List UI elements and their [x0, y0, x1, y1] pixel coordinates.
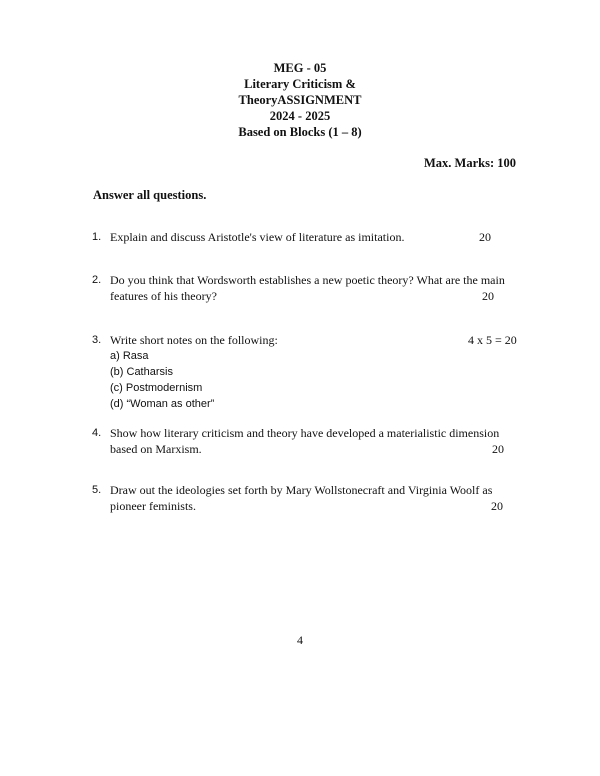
instruction: Answer all questions.	[93, 188, 207, 202]
question-text-line: pioneer feminists.	[110, 499, 196, 513]
max-marks: Max. Marks: 100	[424, 156, 516, 170]
question-5	[92, 482, 532, 514]
course-title-line-2: TheoryASSIGNMENT	[238, 93, 362, 107]
question-2	[92, 272, 532, 304]
question-number: 3.	[92, 334, 102, 346]
sub-item: a) Rasa	[110, 350, 149, 362]
question-text-line: Do you think that Wordsworth establishes a new poetic theory? What are the main	[110, 273, 505, 287]
question-number: 5.	[92, 484, 102, 496]
question-text-line: Draw out the ideologies set forth by Mary Wollstonecraft and Virginia Woolf as	[110, 483, 493, 497]
question-number: 2.	[92, 274, 102, 286]
question-marks: 20	[492, 442, 504, 456]
course-code: MEG - 05	[273, 61, 327, 75]
course-title-line-1: Literary Criticism &	[244, 77, 356, 91]
session-years: 2024 - 2025	[269, 109, 331, 123]
question-number: 4.	[92, 427, 102, 439]
question-text-line: Explain and discuss Aristotle's view of literature as imitation.	[110, 230, 405, 244]
page-number: 4	[297, 633, 303, 647]
question-marks: 20	[482, 289, 494, 303]
sub-item: (d) “Woman as other”	[110, 398, 215, 410]
sub-item: (c) Postmodernism	[110, 382, 203, 394]
question-number: 1.	[92, 231, 102, 243]
assignment-header	[0, 60, 600, 140]
question-3	[92, 332, 532, 412]
question-marks: 20	[491, 499, 503, 513]
question-text-line: based on Marxism.	[110, 442, 202, 456]
sub-item: (b) Catharsis	[110, 366, 173, 378]
question-marks: 4 x 5 = 20	[468, 333, 517, 347]
question-marks: 20	[479, 230, 491, 244]
question-1	[92, 229, 532, 245]
blocks-coverage: Based on Blocks (1 – 8)	[238, 125, 362, 139]
question-text-line: Write short notes on the following:	[110, 333, 278, 347]
question-4	[92, 425, 532, 457]
question-text-line: Show how literary criticism and theory have developed a materialistic dimension	[110, 426, 500, 440]
question-text-line: features of his theory?	[110, 289, 217, 303]
